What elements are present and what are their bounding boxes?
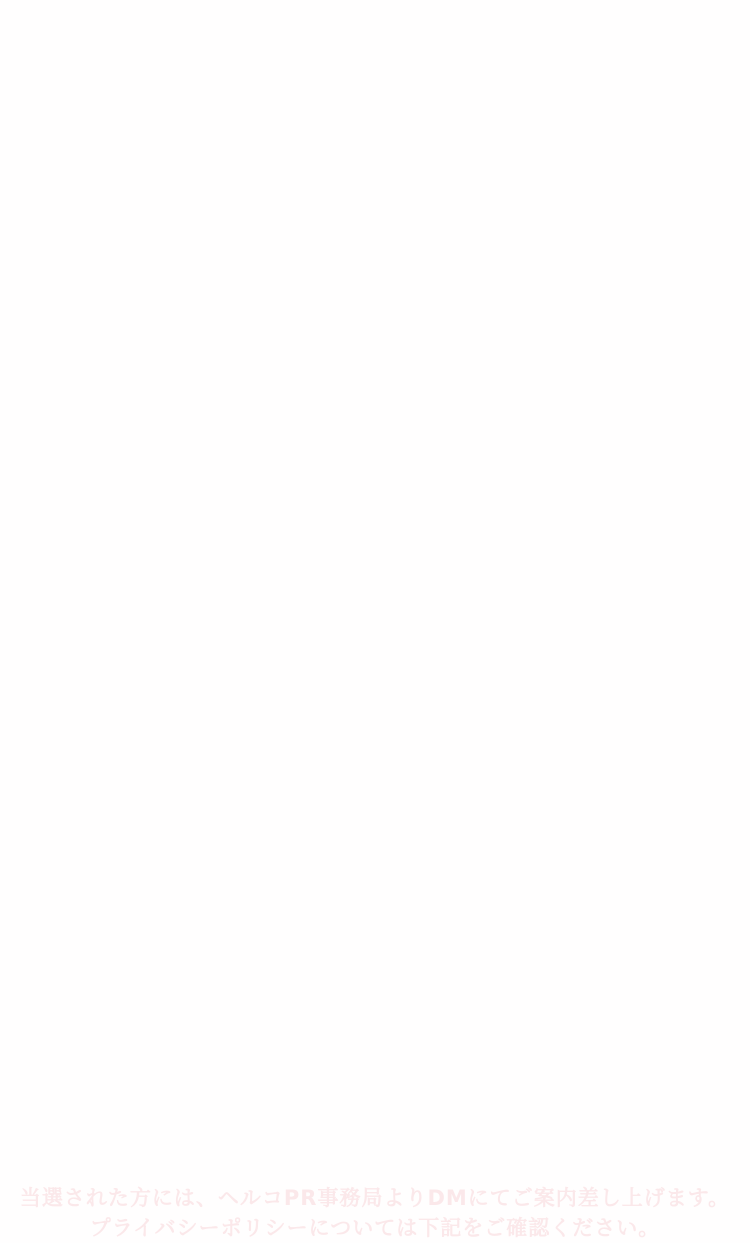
notice-line-privacy-policy: プライバシーポリシーについては下記をご確認ください。	[89, 1216, 661, 1240]
campaign-notice	[0, 1183, 750, 1243]
notice-line-winner-contact: 当選された方には、ヘルコPR事務局よりDMにてご案内差し上げます。	[19, 1186, 731, 1210]
